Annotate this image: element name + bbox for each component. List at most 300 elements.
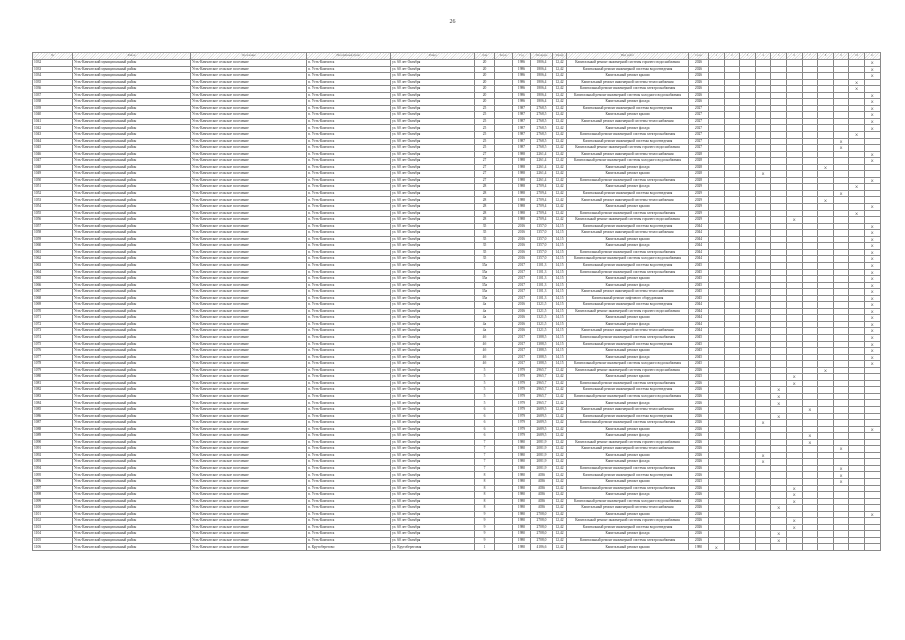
- row-number: 1104: [33, 531, 73, 538]
- term-cell: 2026: [689, 524, 709, 531]
- street-cell: ул. 60 лет Октября: [391, 433, 475, 440]
- term-cell: 2026: [689, 485, 709, 492]
- mark-cell: X: [833, 446, 849, 453]
- row-number: 1044: [33, 138, 73, 145]
- settlement-cell: Усть-Камчатское сельское поселение: [191, 361, 307, 368]
- locality-cell: п. Усть-Камчатск: [307, 439, 391, 446]
- work-type-cell: Капитальный ремонт крыши: [567, 511, 689, 518]
- street-cell: ул. 60 лет Октября: [391, 511, 475, 518]
- year-cell: 1979: [513, 387, 531, 394]
- mark-cell: X: [802, 433, 818, 440]
- row-number: 1082: [33, 387, 73, 394]
- year-cell: 2017: [513, 276, 531, 283]
- mark-cell: X: [849, 79, 865, 86]
- row-number: 1106: [33, 544, 73, 551]
- settlement-cell: Усть-Камчатское сельское поселение: [191, 60, 307, 67]
- settlement-cell: Усть-Камчатское сельское поселение: [191, 171, 307, 178]
- mark-cell: X: [864, 158, 880, 165]
- area-cell: 2709,4: [531, 184, 553, 191]
- locality-cell: п. Усть-Камчатск: [307, 537, 391, 544]
- rate-cell: 12,42: [553, 164, 567, 171]
- year-cell: 2016: [513, 328, 531, 335]
- locality-cell: п. Усть-Камчатск: [307, 158, 391, 165]
- street-cell: ул. 60 лет Октября: [391, 118, 475, 125]
- rate-cell: 14,15: [553, 302, 567, 309]
- street-cell: ул. 60 лет Октября: [391, 492, 475, 499]
- district-cell: Усть-Камчатский муниципальный район: [73, 295, 191, 302]
- settlement-cell: Усть-Камчатское сельское поселение: [191, 223, 307, 230]
- area-cell: 2689,5: [531, 426, 553, 433]
- district-cell: Усть-Камчатский муниципальный район: [73, 177, 191, 184]
- year-cell: 2017: [513, 269, 531, 276]
- work-type-cell: Капитальный ремонт инженерной системы горячего водоснабжения: [567, 145, 689, 152]
- house-cell: 6: [475, 433, 495, 440]
- area-cell: 2708,0: [531, 531, 553, 538]
- rate-cell: 14,15: [553, 262, 567, 269]
- house-cell: 9: [475, 531, 495, 538]
- district-cell: Усть-Камчатский муниципальный район: [73, 361, 191, 368]
- rate-cell: 12,42: [553, 498, 567, 505]
- area-cell: 2768,5: [531, 145, 553, 152]
- row-number: 1034: [33, 73, 73, 80]
- work-type-cell: Капитальный ремонт инженерной системы теплоснабжения: [567, 505, 689, 512]
- row-number: 1071: [33, 315, 73, 322]
- rate-cell: 12,42: [553, 177, 567, 184]
- district-cell: Усть-Камчатский муниципальный район: [73, 60, 191, 67]
- area-cell: 1101,3: [531, 289, 553, 296]
- row-number: 1042: [33, 125, 73, 132]
- settlement-cell: Усть-Камчатское сельское поселение: [191, 420, 307, 427]
- area-cell: 1357,0: [531, 249, 553, 256]
- street-cell: ул. 60 лет Октября: [391, 236, 475, 243]
- area-cell: 2768,5: [531, 105, 553, 112]
- area-cell: 2708,0: [531, 518, 553, 525]
- term-cell: 2026: [689, 498, 709, 505]
- locality-cell: п. Усть-Камчатск: [307, 86, 391, 93]
- term-cell: 2026: [689, 86, 709, 93]
- mark-cell: [786, 544, 802, 551]
- settlement-cell: Усть-Камчатское сельское поселение: [191, 459, 307, 466]
- area-cell: 2965,7: [531, 374, 553, 381]
- column-header: 3: [740, 53, 756, 60]
- street-cell: ул. 60 лет Октября: [391, 485, 475, 492]
- area-cell: 1321,5: [531, 321, 553, 328]
- row-number: 1079: [33, 367, 73, 374]
- mark-cell: X: [864, 302, 880, 309]
- term-cell: 2026: [689, 505, 709, 512]
- term-cell: 2029: [689, 184, 709, 191]
- rate-cell: 12,42: [553, 485, 567, 492]
- column-header: 8: [818, 53, 834, 60]
- street-cell: ул. 60 лет Октября: [391, 479, 475, 486]
- rate-cell: 12,42: [553, 537, 567, 544]
- column-header: Поселение: [191, 53, 307, 60]
- work-type-cell: Капитальный ремонт инженерной системы водоотведения: [567, 66, 689, 73]
- street-cell: ул. 60 лет Октября: [391, 105, 475, 112]
- area-cell: 1321,5: [531, 328, 553, 335]
- area-cell: 2768,5: [531, 125, 553, 132]
- house-cell: 27: [475, 164, 495, 171]
- street-cell: ул. 60 лет Октября: [391, 420, 475, 427]
- term-cell: 2025: [689, 374, 709, 381]
- street-cell: ул. 60 лет Октября: [391, 262, 475, 269]
- mark-cell: X: [864, 328, 880, 335]
- rate-cell: 12,42: [553, 465, 567, 472]
- locality-cell: п. Усть-Камчатск: [307, 138, 391, 145]
- row-number: 1052: [33, 190, 73, 197]
- column-header: 7: [802, 53, 818, 60]
- locality-cell: п. Усть-Камчатск: [307, 321, 391, 328]
- year-cell: 1980: [513, 511, 531, 518]
- mark-cell: X: [786, 518, 802, 525]
- mark-cell: X: [771, 387, 787, 394]
- year-cell: 1986: [513, 99, 531, 106]
- row-number: 1040: [33, 112, 73, 119]
- locality-cell: п. Усть-Камчатск: [307, 413, 391, 420]
- column-header: Тариф: [553, 53, 567, 60]
- settlement-cell: Усть-Камчатское сельское поселение: [191, 99, 307, 106]
- mark-cell: X: [802, 406, 818, 413]
- column-header: Дом: [475, 53, 495, 60]
- work-type-cell: Капитальный ремонт инженерной системы электроснабжения: [567, 269, 689, 276]
- term-cell: 2026: [689, 66, 709, 73]
- mark-cell: X: [864, 341, 880, 348]
- district-cell: Усть-Камчатский муниципальный район: [73, 420, 191, 427]
- mark-cell: X: [833, 472, 849, 479]
- year-cell: 1979: [513, 406, 531, 413]
- locality-cell: п. Усть-Камчатск: [307, 66, 391, 73]
- house-cell: 27: [475, 171, 495, 178]
- settlement-cell: Усть-Камчатское сельское поселение: [191, 400, 307, 407]
- settlement-cell: Усть-Камчатское сельское поселение: [191, 302, 307, 309]
- rate-cell: 12,42: [553, 374, 567, 381]
- rate-cell: 12,42: [553, 145, 567, 152]
- locality-cell: п. Крутоберегово: [307, 544, 391, 551]
- row-number: 1060: [33, 243, 73, 250]
- area-cell: 2261,4: [531, 164, 553, 171]
- year-cell: 2016: [513, 249, 531, 256]
- district-cell: Усть-Камчатский муниципальный район: [73, 308, 191, 315]
- mark-cell: X: [833, 145, 849, 152]
- rate-cell: 12,42: [553, 92, 567, 99]
- district-cell: Усть-Камчатский муниципальный район: [73, 158, 191, 165]
- settlement-cell: Усть-Камчатское сельское поселение: [191, 334, 307, 341]
- settlement-cell: Усть-Камчатское сельское поселение: [191, 164, 307, 171]
- settlement-cell: Усть-Камчатское сельское поселение: [191, 406, 307, 413]
- house-cell: 5: [475, 380, 495, 387]
- mark-cell: X: [864, 276, 880, 283]
- term-cell: 2044: [689, 236, 709, 243]
- header-row: [33, 53, 881, 60]
- house-cell: 25: [475, 118, 495, 125]
- row-number: 1070: [33, 308, 73, 315]
- work-type-cell: Капитальный ремонт инженерной системы теплоснабжения: [567, 230, 689, 237]
- column-header: Срок: [689, 53, 709, 60]
- year-cell: 2016: [513, 315, 531, 322]
- work-type-cell: Капитальный ремонт инженерной системы водоотведения: [567, 138, 689, 145]
- rate-cell: 12,42: [553, 132, 567, 139]
- year-cell: 2016: [513, 243, 531, 250]
- year-cell: 1980: [513, 531, 531, 538]
- term-cell: 2027: [689, 132, 709, 139]
- term-cell: 2028: [689, 151, 709, 158]
- settlement-cell: Усть-Камчатское сельское поселение: [191, 112, 307, 119]
- table-body: [33, 60, 881, 551]
- locality-cell: п. Усть-Камчатск: [307, 328, 391, 335]
- work-type-cell: Капитальный ремонт инженерной системы водоотведения: [567, 524, 689, 531]
- mark-cell: X: [833, 479, 849, 486]
- row-number: 1100: [33, 505, 73, 512]
- settlement-cell: Усть-Камчатское сельское поселение: [191, 197, 307, 204]
- mark-cell: X: [755, 171, 771, 178]
- house-cell: 8: [475, 485, 495, 492]
- rate-cell: 12,42: [553, 73, 567, 80]
- locality-cell: п. Усть-Камчатск: [307, 282, 391, 289]
- work-type-cell: Капитальный ремонт инженерной системы электроснабжения: [567, 334, 689, 341]
- row-number: 1095: [33, 472, 73, 479]
- row-number: 1055: [33, 210, 73, 217]
- work-type-cell: Капитальный ремонт крыши: [567, 171, 689, 178]
- district-cell: Усть-Камчатский муниципальный район: [73, 243, 191, 250]
- work-type-cell: Капитальный ремонт крыши: [567, 374, 689, 381]
- district-cell: Усть-Камчатский муниципальный район: [73, 387, 191, 394]
- year-cell: 1988: [513, 164, 531, 171]
- rate-cell: 12,42: [553, 151, 567, 158]
- street-cell: ул. 60 лет Октября: [391, 465, 475, 472]
- street-cell: ул. 60 лет Октября: [391, 315, 475, 322]
- area-cell: 1321,5: [531, 315, 553, 322]
- rate-cell: 12,42: [553, 197, 567, 204]
- year-cell: 1980: [513, 492, 531, 499]
- locality-cell: п. Усть-Камчатск: [307, 400, 391, 407]
- locality-cell: п. Усть-Камчатск: [307, 171, 391, 178]
- year-cell: 1979: [513, 367, 531, 374]
- column-header: Улица: [391, 53, 475, 60]
- settlement-cell: Усть-Камчатское сельское поселение: [191, 308, 307, 315]
- column-header: Площадь: [531, 53, 553, 60]
- work-type-cell: Капитальный ремонт инженерной системы горячего водоснабжения: [567, 367, 689, 374]
- district-cell: Усть-Камчатский муниципальный район: [73, 472, 191, 479]
- street-cell: ул. 60 лет Октября: [391, 498, 475, 505]
- house-cell: 20: [475, 60, 495, 67]
- district-cell: Усть-Камчатский муниципальный район: [73, 105, 191, 112]
- table-row: [33, 544, 881, 551]
- term-cell: 2044: [689, 302, 709, 309]
- district-cell: Усть-Камчатский муниципальный район: [73, 328, 191, 335]
- year-cell: 1988: [513, 171, 531, 178]
- locality-cell: п. Усть-Камчатск: [307, 217, 391, 224]
- mark-cell: X: [864, 249, 880, 256]
- house-cell: 4б: [475, 361, 495, 368]
- mark-cell: X: [864, 262, 880, 269]
- house-cell: 25: [475, 132, 495, 139]
- work-type-cell: Капитальный ремонт фасада: [567, 164, 689, 171]
- row-number: 1092: [33, 452, 73, 459]
- locality-cell: п. Усть-Камчатск: [307, 112, 391, 119]
- rate-cell: 14,15: [553, 249, 567, 256]
- term-cell: 2044: [689, 230, 709, 237]
- mark-cell: X: [864, 66, 880, 73]
- house-cell: 4б: [475, 348, 495, 355]
- rate-cell: 12,42: [553, 452, 567, 459]
- rate-cell: 12,42: [553, 387, 567, 394]
- rate-cell: 12,42: [553, 112, 567, 119]
- row-number: 1086: [33, 413, 73, 420]
- year-cell: 1986: [513, 86, 531, 93]
- term-cell: 2026: [689, 387, 709, 394]
- settlement-cell: Усть-Камчатское сельское поселение: [191, 249, 307, 256]
- area-cell: 2081,9: [531, 459, 553, 466]
- column-header: 1: [709, 53, 725, 60]
- term-cell: 2026: [689, 537, 709, 544]
- rate-cell: 12,42: [553, 184, 567, 191]
- settlement-cell: Усть-Камчатское сельское поселение: [191, 531, 307, 538]
- term-cell: 2045: [689, 282, 709, 289]
- house-cell: 20: [475, 92, 495, 99]
- area-cell: 4036: [531, 492, 553, 499]
- work-type-cell: Капитальный ремонт инженерной системы горячего водоснабжения: [567, 217, 689, 224]
- street-cell: ул. 60 лет Октября: [391, 505, 475, 512]
- year-cell: 1986: [513, 60, 531, 67]
- locality-cell: п. Усть-Камчатск: [307, 341, 391, 348]
- column-header: Район: [73, 53, 191, 60]
- mark-cell: [724, 544, 740, 551]
- term-cell: 2026: [689, 531, 709, 538]
- work-type-cell: Капитальный ремонт фасада: [567, 125, 689, 132]
- year-cell: 2016: [513, 321, 531, 328]
- row-number: 1101: [33, 511, 73, 518]
- area-cell: 4036: [531, 498, 553, 505]
- work-type-cell: Капитальный ремонт инженерной системы холодного водоснабжения: [567, 361, 689, 368]
- rate-cell: 14,15: [553, 315, 567, 322]
- work-type-cell: Капитальный ремонт инженерной системы электроснабжения: [567, 210, 689, 217]
- settlement-cell: Усть-Камчатское сельское поселение: [191, 452, 307, 459]
- street-cell: ул. 60 лет Октября: [391, 112, 475, 119]
- locality-cell: п. Усть-Камчатск: [307, 433, 391, 440]
- rate-cell: 12,42: [553, 472, 567, 479]
- locality-cell: п. Усть-Камчатск: [307, 459, 391, 466]
- settlement-cell: Усть-Камчатское сельское поселение: [191, 426, 307, 433]
- mark-cell: X: [802, 439, 818, 446]
- street-cell: ул. 60 лет Октября: [391, 531, 475, 538]
- house-cell: 28: [475, 190, 495, 197]
- district-cell: Усть-Камчатский муниципальный район: [73, 354, 191, 361]
- year-cell: 2016: [513, 302, 531, 309]
- mark-cell: X: [755, 459, 771, 466]
- work-type-cell: Капитальный ремонт инженерной системы теплоснабжения: [567, 151, 689, 158]
- area-cell: 2261,4: [531, 158, 553, 165]
- year-cell: 1979: [513, 393, 531, 400]
- area-cell: 2709,4: [531, 190, 553, 197]
- area-cell: 2081,9: [531, 439, 553, 446]
- work-type-cell: Капитальный ремонт инженерной системы холодного водоснабжения: [567, 158, 689, 165]
- street-cell: ул. 60 лет Октября: [391, 446, 475, 453]
- district-cell: Усть-Камчатский муниципальный район: [73, 459, 191, 466]
- area-cell: 1388,5: [531, 341, 553, 348]
- settlement-cell: Усть-Камчатское сельское поселение: [191, 505, 307, 512]
- mark-cell: X: [864, 223, 880, 230]
- row-number: 1064: [33, 269, 73, 276]
- year-cell: 2016: [513, 236, 531, 243]
- settlement-cell: Усть-Камчатское сельское поселение: [191, 217, 307, 224]
- rate-cell: 14,15: [553, 341, 567, 348]
- settlement-cell: Усть-Камчатское сельское поселение: [191, 66, 307, 73]
- street-cell: ул. 60 лет Октября: [391, 217, 475, 224]
- row-number: 1035: [33, 79, 73, 86]
- locality-cell: п. Усть-Камчатск: [307, 230, 391, 237]
- term-cell: 2045: [689, 341, 709, 348]
- term-cell: 2045: [689, 295, 709, 302]
- street-cell: ул. 60 лет Октября: [391, 426, 475, 433]
- settlement-cell: Усть-Камчатское сельское поселение: [191, 276, 307, 283]
- term-cell: 2029: [689, 197, 709, 204]
- rate-cell: 12,42: [553, 439, 567, 446]
- street-cell: ул. 60 лет Октября: [391, 230, 475, 237]
- rate-cell: 12,42: [553, 171, 567, 178]
- district-cell: Усть-Камчатский муниципальный район: [73, 99, 191, 106]
- locality-cell: п. Усть-Камчатск: [307, 60, 391, 67]
- work-type-cell: Капитальный ремонт крыши: [567, 544, 689, 551]
- work-type-cell: Капитальный ремонт крыши: [567, 452, 689, 459]
- mark-cell: X: [833, 190, 849, 197]
- column-header: 5: [771, 53, 787, 60]
- rate-cell: 12,42: [553, 531, 567, 538]
- year-cell: 1988: [513, 151, 531, 158]
- locality-cell: п. Усть-Камчатск: [307, 92, 391, 99]
- area-cell: 2965,7: [531, 400, 553, 407]
- house-cell: 25: [475, 138, 495, 145]
- settlement-cell: Усть-Камчатское сельское поселение: [191, 367, 307, 374]
- rate-cell: 12,42: [553, 413, 567, 420]
- area-cell: 2689,5: [531, 406, 553, 413]
- district-cell: Усть-Камчатский муниципальный район: [73, 348, 191, 355]
- work-type-cell: Капитальный ремонт инженерной системы водоотведения: [567, 302, 689, 309]
- column-header: 6: [786, 53, 802, 60]
- locality-cell: п. Усть-Камчатск: [307, 302, 391, 309]
- work-type-cell: Капитальный ремонт крыши: [567, 315, 689, 322]
- street-cell: ул. 60 лет Октября: [391, 276, 475, 283]
- row-number: 1045: [33, 145, 73, 152]
- year-cell: 1988: [513, 190, 531, 197]
- area-cell: 2965,7: [531, 393, 553, 400]
- locality-cell: п. Усть-Камчатск: [307, 426, 391, 433]
- year-cell: 1988: [513, 158, 531, 165]
- locality-cell: п. Усть-Камчатск: [307, 125, 391, 132]
- work-type-cell: Капитальный ремонт фасада: [567, 354, 689, 361]
- area-cell: 2709,4: [531, 204, 553, 211]
- rate-cell: 12,42: [553, 99, 567, 106]
- house-cell: 27: [475, 177, 495, 184]
- term-cell: 2027: [689, 145, 709, 152]
- work-type-cell: Капитальный ремонт фасада: [567, 433, 689, 440]
- work-type-cell: Капитальный ремонт инженерной системы водоотведения: [567, 105, 689, 112]
- row-number: 1088: [33, 426, 73, 433]
- work-type-cell: Капитальный ремонт крыши: [567, 348, 689, 355]
- settlement-cell: Усть-Камчатское сельское поселение: [191, 243, 307, 250]
- district-cell: Усть-Камчатский муниципальный район: [73, 197, 191, 204]
- district-cell: Усть-Камчатский муниципальный район: [73, 426, 191, 433]
- area-cell: 2708,0: [531, 524, 553, 531]
- mark-cell: X: [864, 92, 880, 99]
- locality-cell: п. Усть-Камчатск: [307, 472, 391, 479]
- term-cell: 2044: [689, 328, 709, 335]
- settlement-cell: Усть-Камчатское сельское поселение: [191, 230, 307, 237]
- house-cell: 25: [475, 145, 495, 152]
- district-cell: Усть-Камчатский муниципальный район: [73, 236, 191, 243]
- year-cell: 2016: [513, 256, 531, 263]
- area-cell: 2965,7: [531, 380, 553, 387]
- work-type-cell: Капитальный ремонт крыши: [567, 426, 689, 433]
